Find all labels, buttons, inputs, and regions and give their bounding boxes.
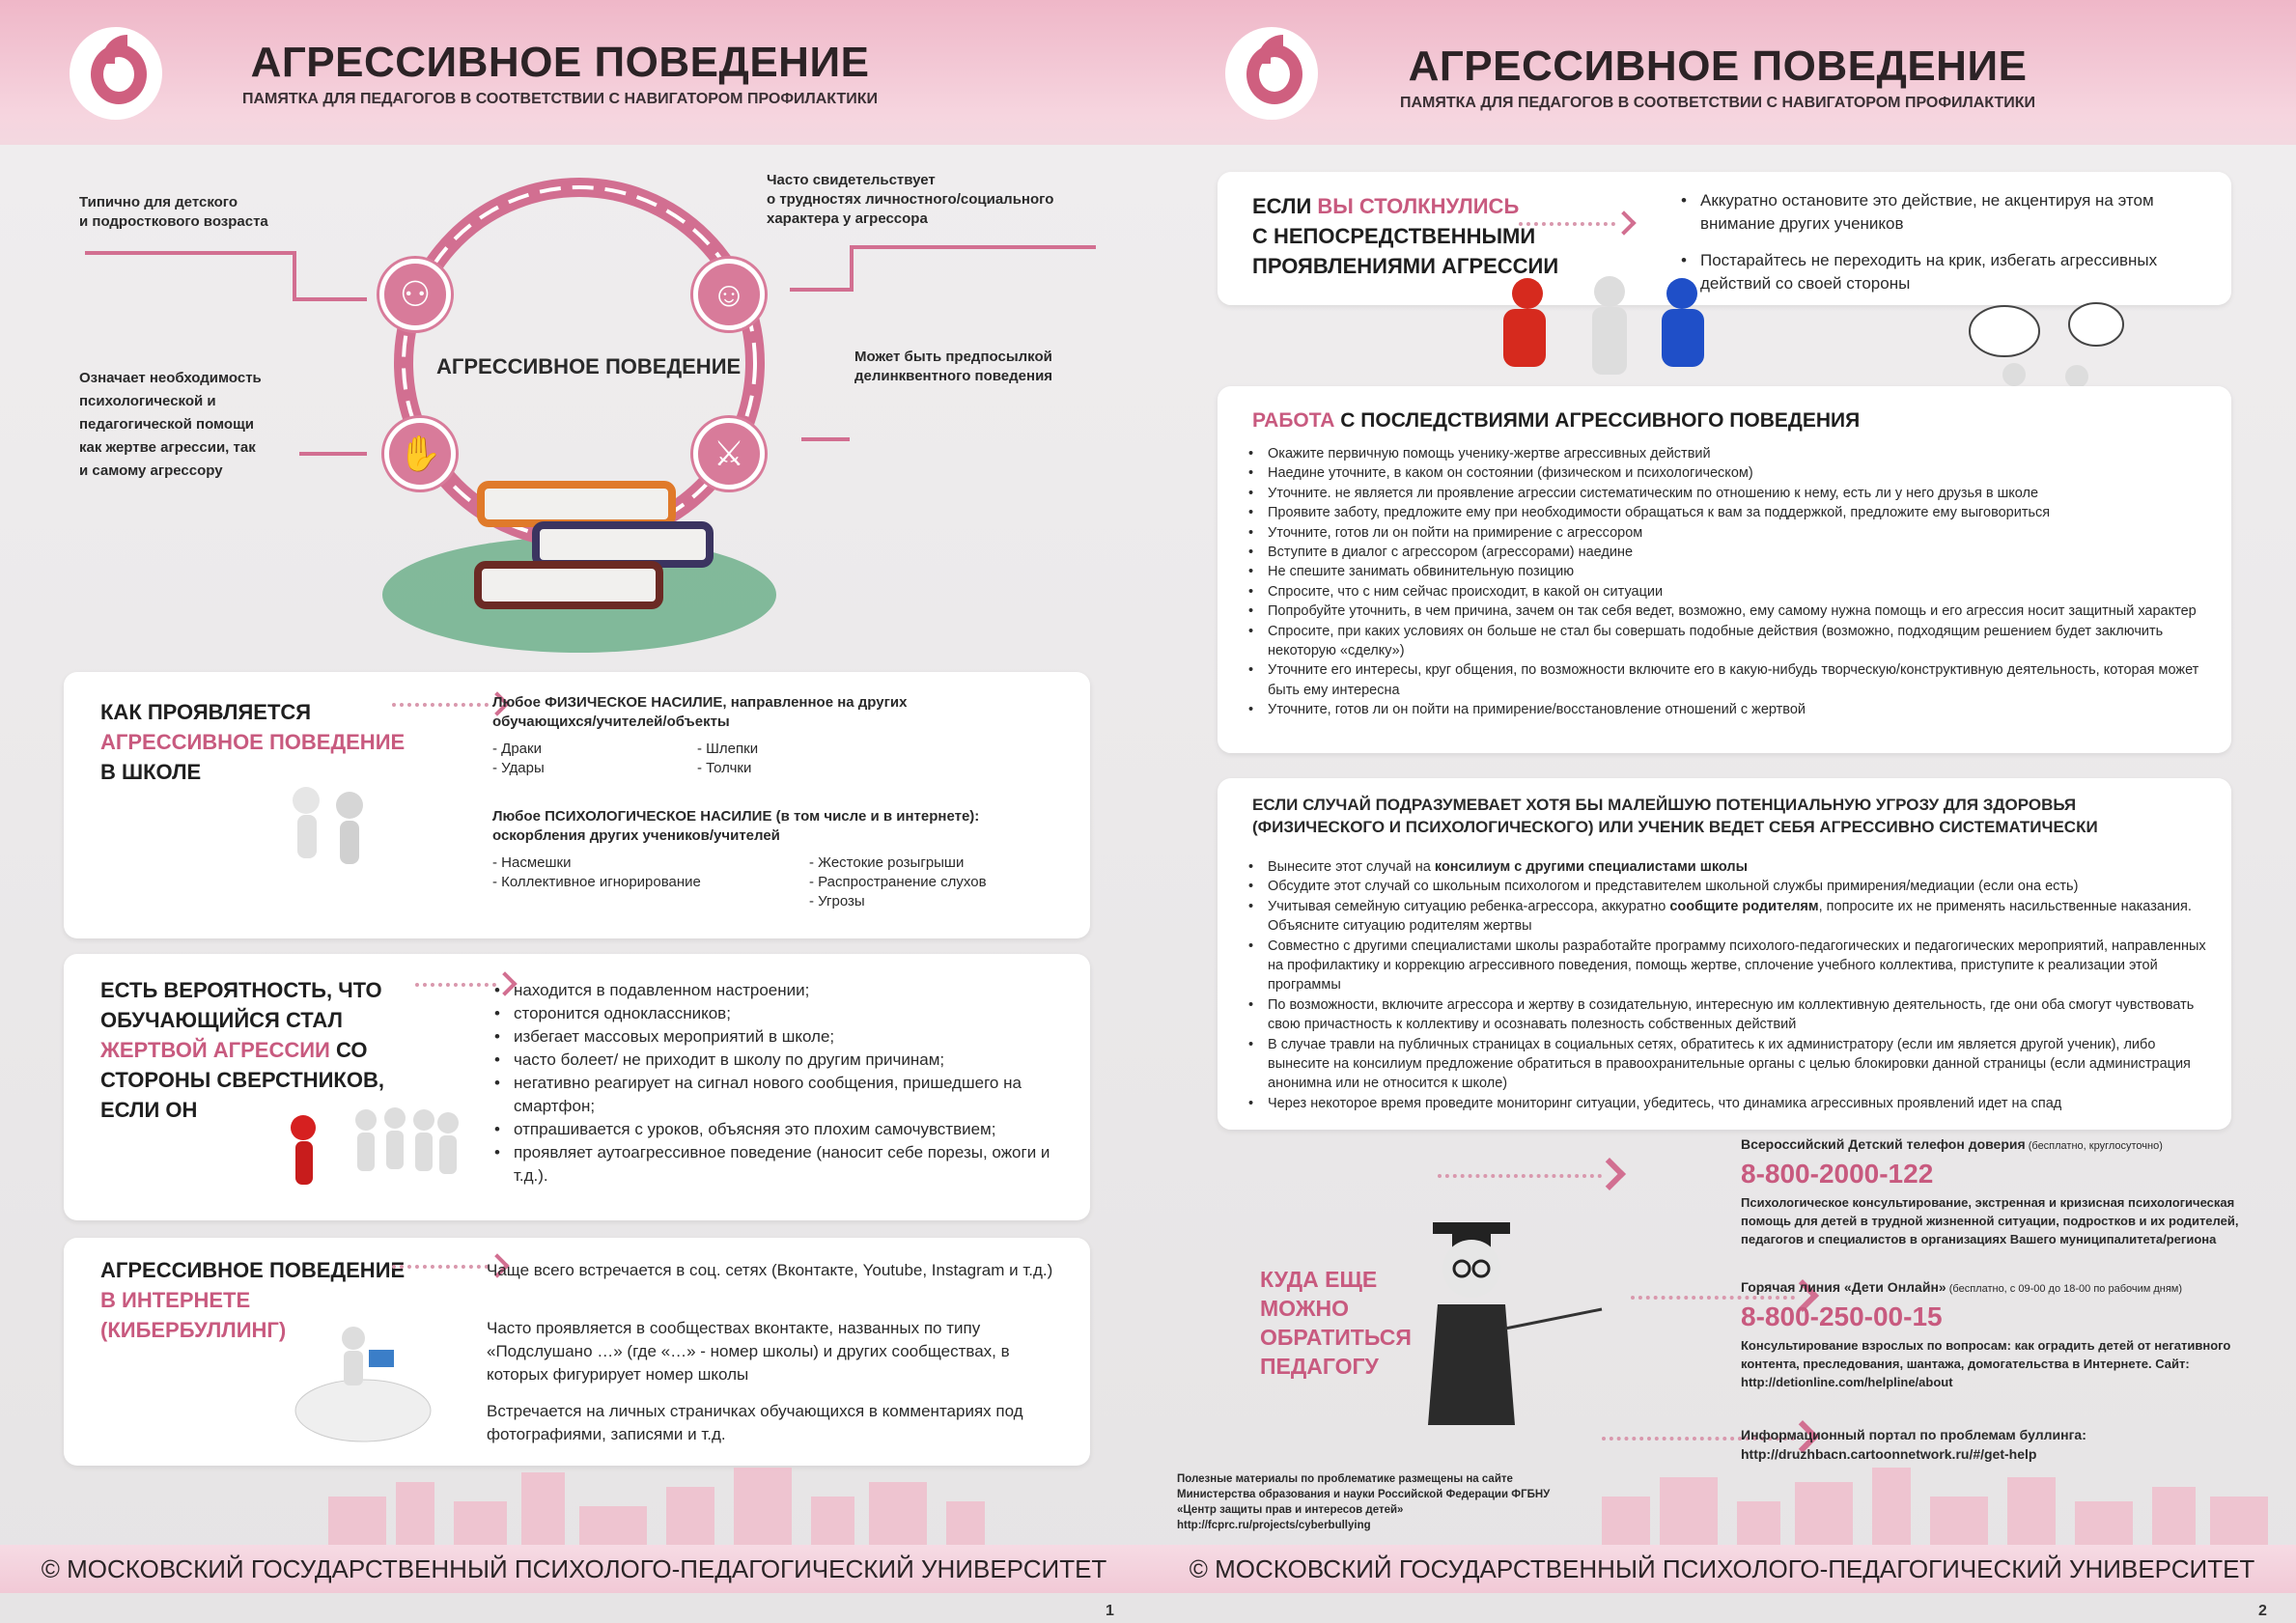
threat-heading: ЕСЛИ СЛУЧАЙ ПОДРАЗУМЕВАЕТ ХОТЯ БЫ МАЛЕЙШУЮ ПОТЕНЦИАЛЬНУЮ УГРОЗУ ДЛЯ ЗДОРОВЬЯ (ФИЗИЧЕСКОГО И ПСИХОЛОГИЧЕСКОГО) ИЛИ УЧЕНИК ВЕДЕТ СЕБЯ АГРЕССИВНО СИСТЕМАТИЧЕСКИ	[1252, 796, 2098, 836]
useful-materials-note: Полезные материалы по проблематике размещены на сайте Министерства образования и науки Российской Федерации ФГБНУ «Центр защиты прав и интересов детей» http://fcprc.ru/projects/cyberbullying	[1177, 1473, 1551, 1531]
city-skyline	[1148, 1468, 2296, 1554]
card-consequences: РАБОТА С ПОСЛЕДСТВИЯМИ АГРЕССИВНОГО ПОВЕДЕНИЯ • Окажите первичную помощь ученику-жертве агрессивных действий • Наедине уточните, в каком он состоянии (физическом и психологическом) • Уточните. не является ли проявление агрессии систематическим по отношению к нему, есть ли у него друзья в школе • Проявите заботу, предложите ему при необходимости обращаться к вам за поддержкой, предложите ему выговориться • Уточните, готов ли он пойти на примирение с агрессором • Вступите в диалог с агрессором (агрессорами) наедине • Не спешите занимать обвинительную позицию • Спросите, что с ним сейчас происходит, в какой он ситуации • Попробуйте уточнить, в чем причина, зачем он так себя ведет, возможно, ему самому нужна помощь и его агрессия носит защитный характер • Спросите, при каких условиях он больше не стал бы совершать подобные действия (возможно, подходящим решением будет заключить некоторую «сделку») • Уточните его интересы, круг общения, по возможности включите его в какую-нибудь творческую/конструктивную деятельность, которая может быть ему интересна • Уточните, готов ли он пойти на примирение/восстановление отношений с жертвой	[1218, 386, 2231, 753]
card-school-manifestation: КАК ПРОЯВЛЯЕТСЯ АГРЕССИВНОЕ ПОВЕДЕНИЕ В ШКОЛЕ Любое ФИЗИЧЕСКОЕ НАСИЛИЕ, направленное на других обучающихся/учителей/объекты - Драки - Удары - Шлепки - Толчки Любое ПСИХОЛОГИЧЕСКОЕ НАСИЛИЕ (в том числе и в интернете): оскорбления других учеников/учителей - Насмешки - Коллективное игнорирование - Жестокие розыгрыши - Распространение слухов - Угрозы	[64, 672, 1090, 938]
contact-children-online: Горячая линия «Дети Онлайн» (бесплатно, с 09-00 до 18-00 по рабочим дням) 8-800-250-00-15 Консультирование взрослых по вопросам: как оградить детей от негативного контента, преследования, шантажа, домогательства в Интернете. Сайт: http://detionline.com/helpline/about	[1741, 1278, 2282, 1391]
handshake-icon: ✋	[384, 418, 456, 490]
footer-copyright: © МОСКОВСКИЙ ГОСУДАРСТВЕННЫЙ ПСИХОЛОГО-ПЕДАГОГИЧЕСКИЙ УНИВЕРСИТЕТ	[41, 1554, 1107, 1583]
direct-aggression-list: • Аккуратно остановите это действие, не акцентируя на этом внимание других учеников • Постарайтесь не переходить на крик, избегать агрессивных действий со своей стороны	[1677, 189, 2208, 295]
page-2	[1148, 0, 2296, 1623]
university-logo	[70, 27, 162, 120]
cyber-p2: Часто проявляется в сообществах вконтакте, названных по типу «Подслушано …» (где «…» - номер школы) и других сообществах, в которых фигурирует номер школы	[487, 1319, 1010, 1384]
page-number: 1	[1106, 1603, 1114, 1619]
bat-figure-icon: ⚔	[693, 418, 765, 490]
where-else-heading: КУДА ЕЩЕ МОЖНО ОБРАТИТЬСЯ ПЕДАГОГУ	[1260, 1267, 1412, 1379]
card-direct-aggression: ЕСЛИ ВЫ СТОЛКНУЛИСЬ С НЕПОСРЕДСТВЕННЫМИ ПРОЯВЛЕНИЯМИ АГРЕССИИ • Аккуратно остановите это действие, не акцентируя на этом внимание других учеников • Постарайтесь не переходить на крик, избегать агрессивных действий со своей стороны	[1218, 172, 2231, 305]
university-logo	[1225, 27, 1318, 120]
diagram-top-left: Типично для детского и подросткового возраста	[79, 194, 268, 230]
contact-bullying-portal: Информационный портал по проблемам буллинга: http://druzhbacn.cartoonnetwork.ru/#/get-help	[1741, 1425, 2282, 1464]
arrow-icon	[1519, 214, 1644, 234]
footer-copyright: © МОСКОВСКИЙ ГОСУДАРСТВЕННЫЙ ПСИХОЛОГО-ПЕДАГОГИЧЕСКИЙ УНИВЕРСИТЕТ	[1189, 1554, 2255, 1583]
threat-list: • Вынесите этот случай на консилиум с другими специалистами школы • Обсудите этот случай со школьным психологом и представителем школьной службы примирения/медиации (если она есть) • Учитывая семейную ситуацию ребенка-агрессора, аккуратно сообщите родителям, попросите их не применять насильственные наказания. Объясните ситуацию родителям жертвы • Совместно с другими специалистами школы разработайте программу психолого-педагогических и педагогических мероприятий, направленных на профилактику и коррекцию агрессивного поведения, помощь жертве, сплочение учебного коллектива, приступите к реализации этой программы • По возможности, включите агрессора и жертву в созидательную, интересную им коллективную деятельность, где они оба смогут чувствовать свою причастность к коллективу и осознавать полезность собственных действий • В случае травли на публичных страницах в социальных сетях, обратитесь к их администратору (если им является другой ученик), либо вынесите на консилиум предложение обратиться в правоохранительные органы с целью блокировки данной страницы (если администрация анонимна или не относится к школе) • Через некоторое время проведите мониторинг ситуации, убедитесь, что динамика агрессивных проявлений идет на спад	[1245, 857, 2220, 1113]
isolated-figure-icon	[274, 1099, 467, 1205]
page-subtitle: ПАМЯТКА ДЛЯ ПЕДАГОГОВ В СООТВЕТСТВИИ С НАВИГАТОРОМ ПРОФИЛАКТИКИ	[241, 91, 878, 107]
card-victim-signs: ЕСТЬ ВЕРОЯТНОСТЬ, ЧТО ОБУЧАЮЩИЙСЯ СТАЛ ЖЕРТВОЙ АГРЕССИИ СО СТОРОНЫ СВЕРСТНИКОВ, ЕСЛИ ОН • находится в подавленном настроении; • сторонится одноклассников; • избегает массовых мероприятий в школе; • часто болеет/ не приходит в школу по другим причинам; • негативно реагирует на сигнал нового сообщения, пришедшего на смартфон; • отпрашивается с уроков, объясняя это плохим самочувствием; • проявляет аутоагрессивное поведение (наносит себе порезы, ожоги и т.д.).	[64, 954, 1090, 1220]
psychological-violence-title: Любое ПСИХОЛОГИЧЕСКОЕ НАСИЛИЕ (в том числе и в интернете): оскорбления других учеников/учителей	[492, 808, 980, 844]
fighting-figures-icon	[263, 776, 388, 902]
person-icon: ☺	[693, 259, 765, 330]
victim-signs-list: • находится в подавленном настроении; • сторонится одноклассников; • избегает массовых мероприятий в школе; • часто болеет/ не приходит в школу по другим причинам; • негативно реагирует на сигнал нового сообщения, пришедшего на смартфон; • отпрашивается с уроков, объясняя это плохим самочувствием; • проявляет аутоагрессивное поведение (наносит себе порезы, ожоги и т.д.).	[490, 979, 1070, 1188]
cyber-p3: Встречается на личных страничках обучающихся в комментариях под фотографиями, записями и т.д.	[487, 1402, 1023, 1443]
bullying-portal-link[interactable]: http://druzhbacn.cartoonnetwork.ru/#/get-help	[1741, 1446, 2037, 1462]
fighting-figures-color-icon	[1474, 274, 1745, 400]
contact-trust-line: Всероссийский Детский телефон доверия (бесплатно, круглосуточно) 8-800-2000-122 Психологическое консультирование, экстренная и кризисная психологическая помощь для детей в трудной жизненной ситуации, подростков и их родителей, педагогов и специалистов в организациях Вашего муниципалитета/региона	[1741, 1135, 2282, 1248]
trust-line-phone[interactable]: 8-800-2000-122	[1741, 1159, 1934, 1189]
diagram-mid-right: Может быть предпосылкой делинквентного поведения	[854, 349, 1053, 384]
physical-violence-title: Любое ФИЗИЧЕСКОЕ НАСИЛИЕ, направленное на других обучающихся/учителей/объекты	[492, 694, 908, 730]
city-skyline	[0, 1468, 1148, 1554]
card-cyberbullying: АГРЕССИВНОЕ ПОВЕДЕНИЕ В ИНТЕРНЕТЕ (КИБЕРБУЛЛИНГ) Чаще всего встречается в соц. сетях (Вконтакте, Youtube, Instagram и т.д.) Часто проявляется в сообществах вконтакте, названных по типу «Подслушано …» (где «…» - номер школы) и других сообществах, в которых фигурирует номер школы Встречается на личных страничках обучающихся в комментариях под фотографиями, записями и т.д.	[64, 1238, 1090, 1466]
page-number: 2	[2258, 1603, 2267, 1619]
graduate-figure-icon	[1380, 1213, 1611, 1454]
diagram-center-label: АГРЕССИВНОЕ ПОВЕДЕНИЕ	[436, 354, 742, 378]
children-online-phone[interactable]: 8-800-250-00-15	[1741, 1301, 1943, 1331]
page-header	[0, 0, 1148, 145]
arrow-icon	[1438, 1166, 1631, 1186]
page-header	[1148, 0, 2296, 145]
page-title: АГРЕССИВНОЕ ПОВЕДЕНИЕ	[1408, 42, 2028, 90]
diagram-top-right: Часто свидетельствует о трудностях личностного/социального характера у агрессора	[767, 172, 1054, 227]
cyber-p1: Чаще всего встречается в соц. сетях (Вконтакте, Youtube, Instagram и т.д.)	[487, 1261, 1053, 1279]
computer-mouse-figure-icon	[276, 1319, 440, 1444]
card-threat	[1218, 778, 2231, 1130]
children-icon: ⚇	[379, 259, 451, 330]
page-title: АГРЕССИВНОЕ ПОВЕДЕНИЕ	[250, 39, 870, 86]
page-subtitle: ПАМЯТКА ДЛЯ ПЕДАГОГОВ В СООТВЕТСТВИИ С НАВИГАТОРОМ ПРОФИЛАКТИКИ	[1399, 95, 2035, 111]
diagram-mid-left: Означает необходимость психологической и педагогической помощи как жертве агрессии, так и самому агрессору	[79, 370, 262, 479]
consequences-list: • Окажите первичную помощь ученику-жертве агрессивных действий • Наедине уточните, в каком он состоянии (физическом и психологическом) • Уточните. не является ли проявление агрессии систематическим по отношению к нему, есть ли у него друзья в школе • Проявите заботу, предложите ему при необходимости обращаться к вам за поддержкой, предложите ему выговориться • Уточните, готов ли он пойти на примирение с агрессором • Вступите в диалог с агрессором (агрессорами) наедине • Не спешите занимать обвинительную позицию • Спросите, что с ним сейчас происходит, в какой он ситуации • Попробуйте уточнить, в чем причина, зачем он так себя ведет, возможно, ему самому нужна помощь и его агрессия носит защитный характер • Спросите, при каких условиях он больше не стал бы совершать подобные действия (возможно, подходящим решением будет заключить некоторую «сделку») • Уточните его интересы, круг общения, по возможности включите его в какую-нибудь творческую/конструктивную деятельность, которая может быть ему интересна • Уточните, готов ли он пойти на примирение/восстановление отношений с жертвой	[1245, 444, 2220, 720]
